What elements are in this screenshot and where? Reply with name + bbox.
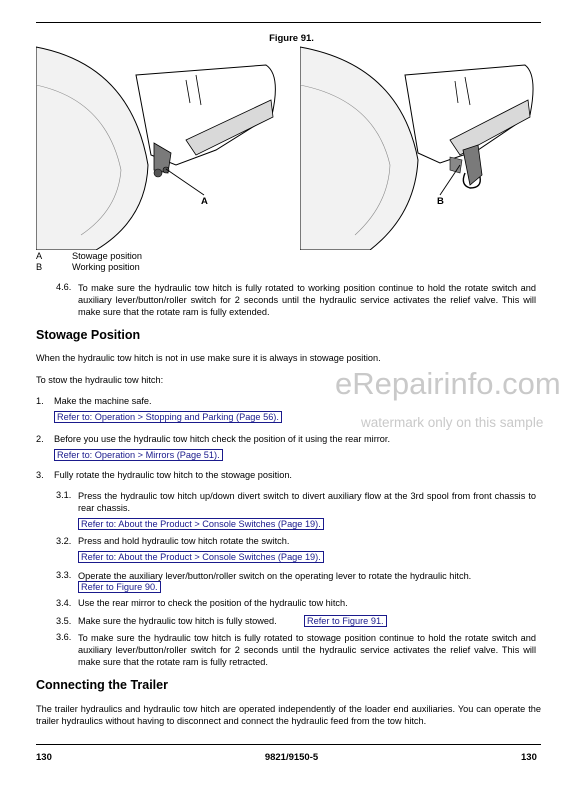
section-lead: To stow the hydraulic tow hitch: [36,375,164,385]
step-number: 2. [36,434,44,444]
cross-reference-link[interactable]: Refer to: About the Product > Console Switches (Page 19). [78,551,324,563]
substep-text: Make sure the hydraulic tow hitch is fully stowed. [78,616,277,626]
substep-text: Operate the auxiliary lever/button/roller switch on the operating lever to rotate the hydraulic hitch. [78,571,472,581]
substep-number: 3.3. [56,570,72,580]
section-text: The trailer hydraulics and hydraulic tow hitch are operated independently of the loader end auxiliaries. You can operate the trailer hydraulics without having to disconnect and connect the hydraulic feed from the tow hitch. [36,704,541,727]
legend-row-a [36,251,142,261]
footer-page-right: 130 [521,752,537,763]
substep-text: Press and hold hydraulic tow hitch rotate the switch. [78,536,290,546]
legend-text: Working position [72,262,140,272]
step-text: Before you use the hydraulic tow hitch check the position of it using the rear mirror. [54,434,391,444]
figure-left-illustration [36,45,286,250]
substep-number: 3.5. [56,616,72,626]
cross-reference-link[interactable]: Refer to: About the Product > Console Switches (Page 19). [78,518,324,530]
cross-reference-link[interactable]: Refer to Figure 91. [304,615,387,627]
figure-label-b: B [437,196,444,207]
step-text: To make sure the hydraulic tow hitch is fully rotated to working position continue to hold the rotate switch and auxiliary lever/button/roller switch for 2 seconds until the hydraulic service activates the relief valve. This will make sure that the rotate ram is fully extended. [78,283,536,318]
substep-number: 3.1. [56,490,72,500]
substep-number: 3.2. [56,536,72,546]
legend-key: A [36,251,43,261]
legend-row-b [36,262,140,272]
legend-text: Stowage position [72,251,142,261]
step-number: 4.6. [56,282,72,292]
substep-text: To make sure the hydraulic tow hitch is fully rotated to stowage position continue to hold the rotate switch and auxiliary lever/button/roller switch for 2 seconds until the hydraulic service activates the relief valve. This will make sure that the rotate ram is fully retracted. [78,633,536,668]
substep-text: Use the rear mirror to check the position of the hydraulic tow hitch. [78,598,348,608]
cross-reference-link[interactable]: Refer to Figure 90. [78,581,161,593]
section-intro: When the hydraulic tow hitch is not in use make sure it is always in stowage position. [36,353,381,363]
figure-title: Figure 91. [269,33,314,44]
substep-number: 3.4. [56,598,72,608]
figure-right-illustration [300,45,540,250]
step-text: Fully rotate the hydraulic tow hitch to the stowage position. [54,470,292,480]
substep-text: Press the hydraulic tow hitch up/down divert switch to divert auxiliary flow at the 3rd spool from front chassis to rear chassis. [78,491,536,514]
section-heading: Connecting the Trailer [36,678,168,692]
step-text: Make the machine safe. [54,396,152,406]
watermark-sub: watermark only on this sample [361,415,544,430]
step-number: 1. [36,396,44,406]
section-heading: Stowage Position [36,328,141,342]
legend-key: B [36,262,43,272]
footer-page-left: 130 [36,752,52,763]
footer-doc-number: 9821/9150-5 [264,752,319,763]
cross-reference-link[interactable]: Refer to: Operation > Stopping and Parking (Page 56). [54,411,282,423]
top-rule [36,22,541,23]
footer-rule [36,744,541,745]
figure-label-a: A [201,196,208,207]
step-number: 3. [36,470,44,480]
substep-number: 3.6. [56,632,72,642]
cross-reference-link[interactable]: Refer to: Operation > Mirrors (Page 51). [54,449,223,461]
watermark-main: eRepairinfo.com [335,366,561,401]
